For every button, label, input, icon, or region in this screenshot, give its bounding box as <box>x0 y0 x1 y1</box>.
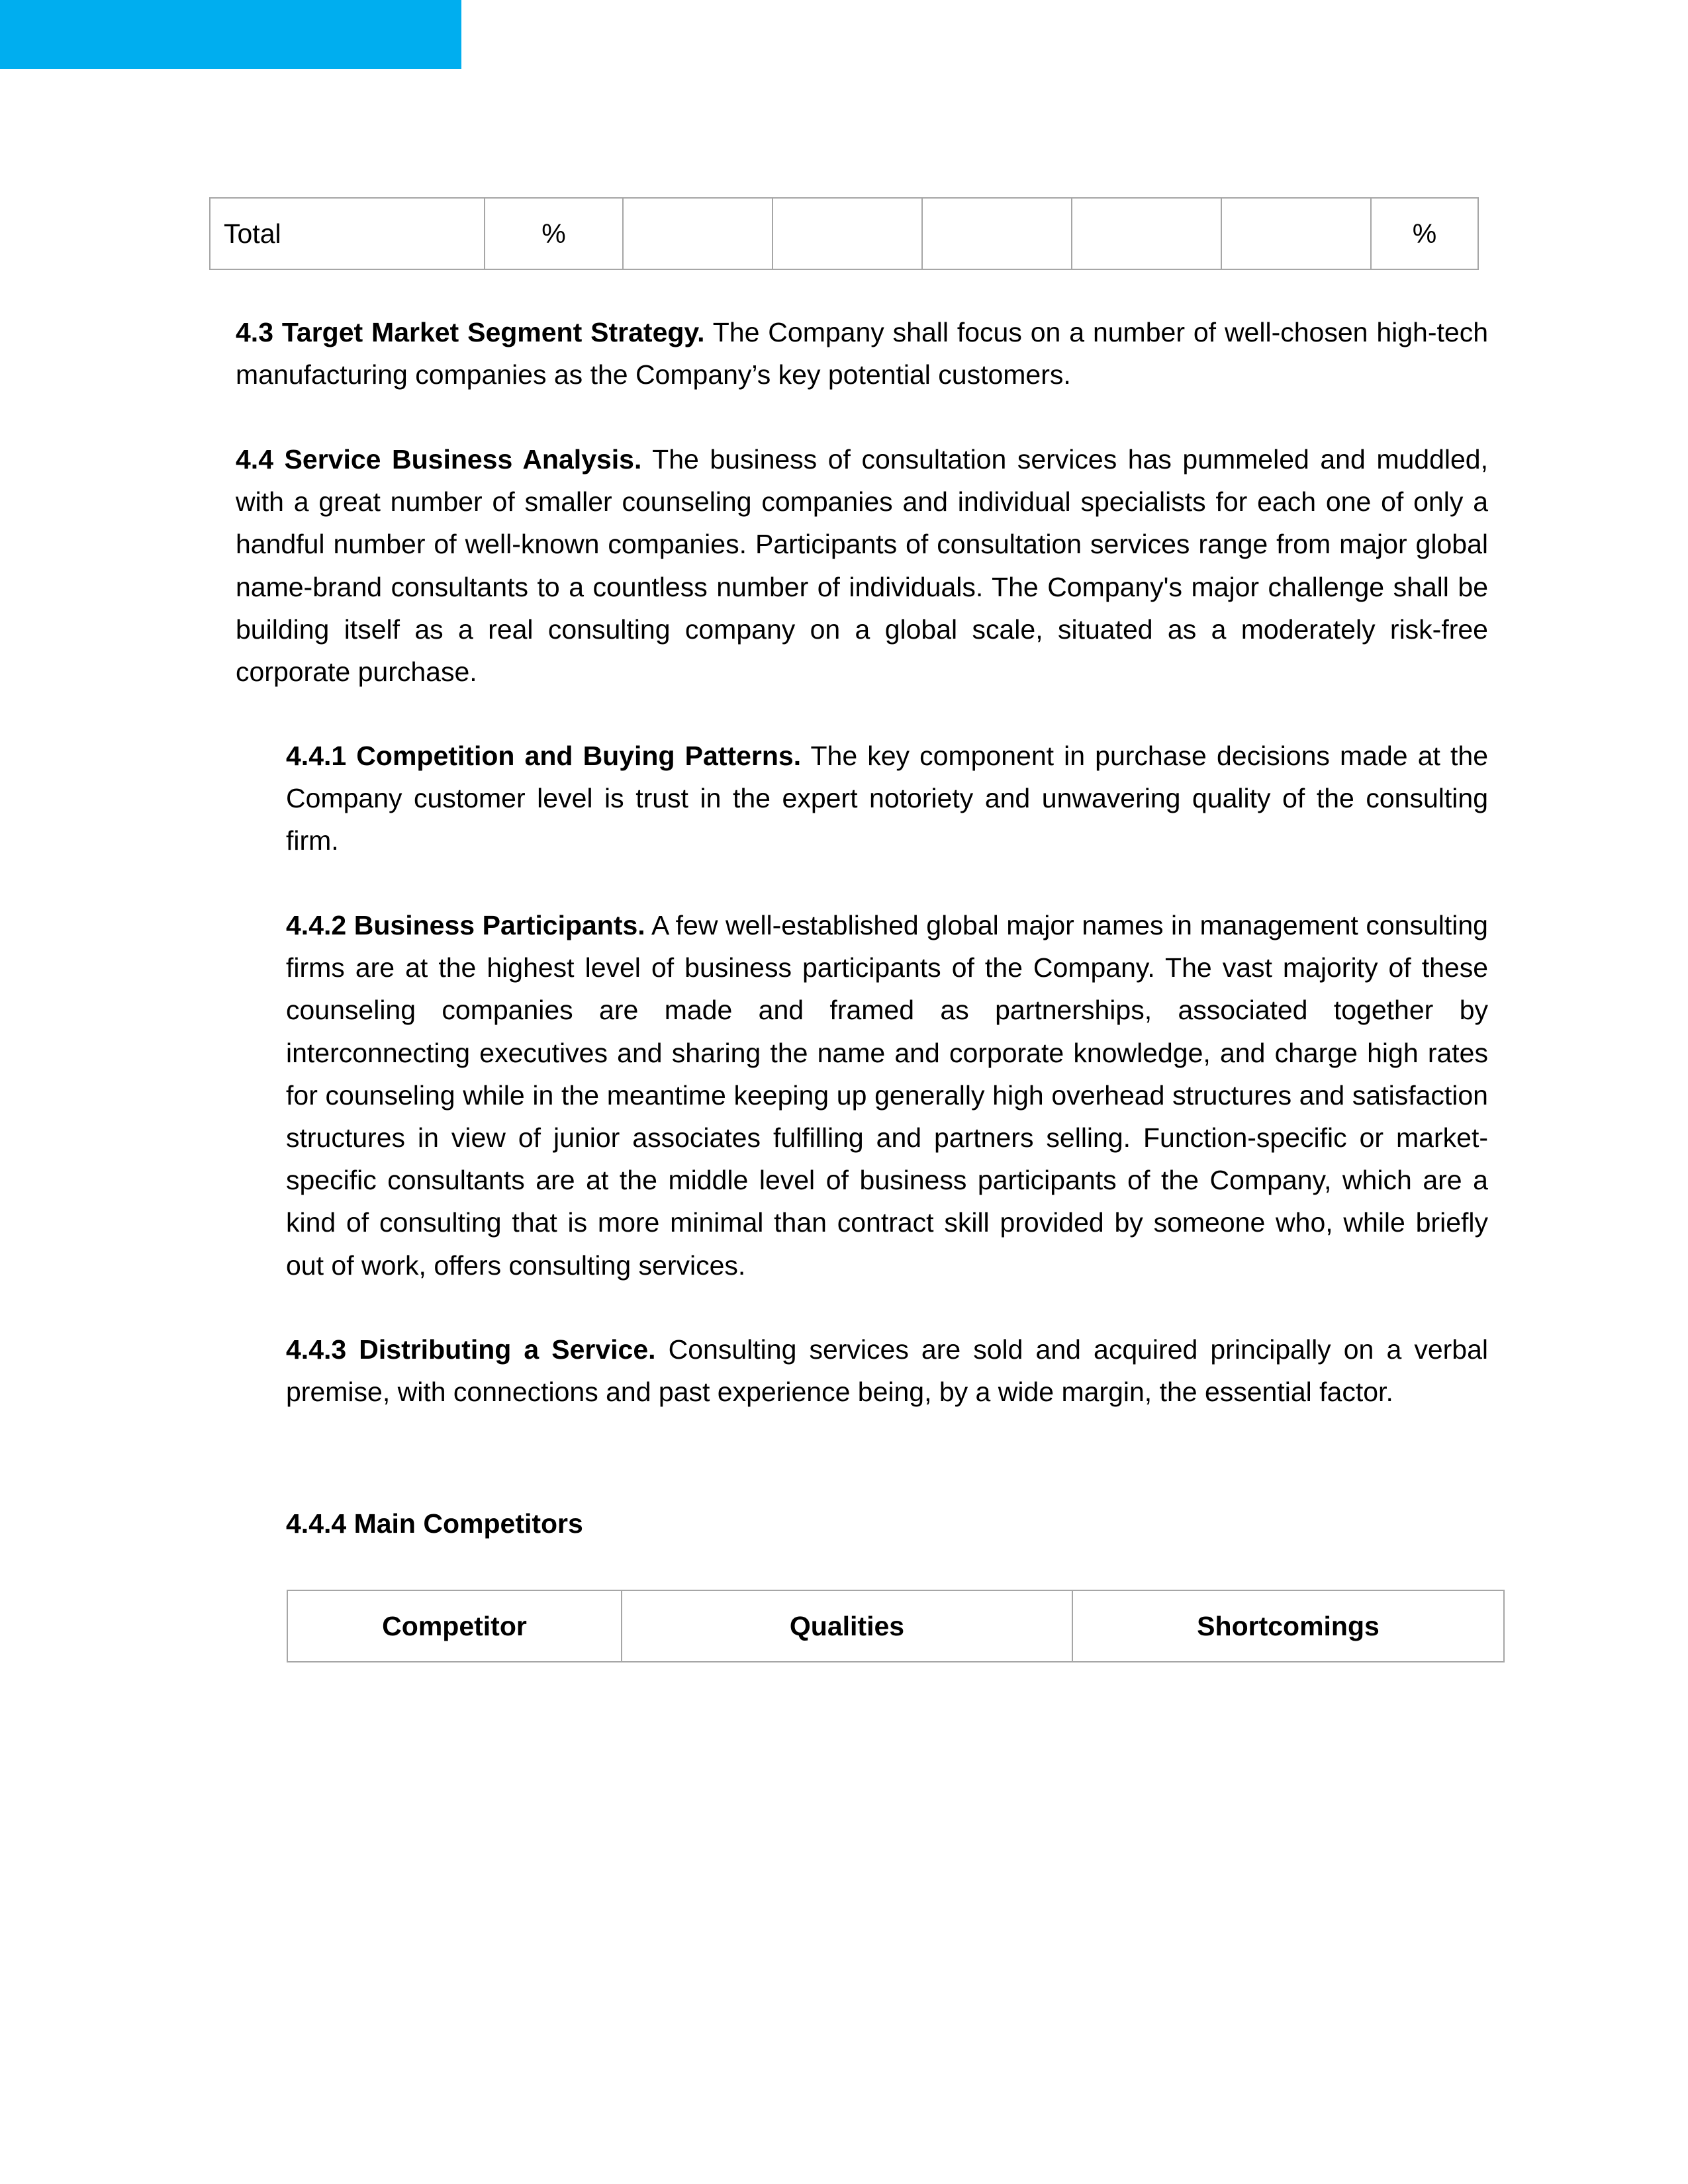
table-cell <box>922 198 1072 269</box>
table-row <box>210 198 1478 269</box>
section-4-4-text: The business of consultation services has pummeled and muddled, with a great number of smaller counseling companies and individual specialists for each one of only a handful number of well-known companies. Participants of consultation services range from major global name-brand consultants to a countless number of individuals. The Company's major challenge shall be building itself as a real consulting company on a global scale, situated as a moderately risk-free corporate purchase. <box>236 444 1488 688</box>
table-cell <box>773 198 922 269</box>
section-4-3-text: The Company shall focus on a number of well-chosen high-tech manufacturing companies as the Company’s key potential customers. <box>236 317 1489 390</box>
table-cell: % <box>485 198 623 269</box>
section-4-4-1-heading: 4.4.1 Competition and Buying Patterns. <box>286 741 802 771</box>
section-4-4-3-text: Consulting services are sold and acquired principally on a verbal premise, with connections and past experience being, by a wide margin, the essential factor. <box>286 1334 1488 1408</box>
section-4-4-1-paragraph <box>286 735 1488 862</box>
header-accent-bar <box>0 0 461 69</box>
competitors-table <box>287 1590 1505 1662</box>
section-4-4-2-text: A few well-established global major names in management consulting firms are at the highest level of business participants of the Company. The vast majority of these counseling companies are made and framed as partnerships, associated together by interconnecting executives and sharing the name and corporate knowledge, and charge high rates for counseling while in the meantime keeping up generally high overhead structures and satisfaction structures in view of junior associates fulfilling and partners selling. Function-specific or market-specific consultants are at the middle level of business participants of the Company, which are a kind of consulting that is more minimal than contract skill provided by someone who, while briefly out of work, offers consulting services. <box>286 910 1488 1281</box>
section-4-4-paragraph <box>236 438 1488 693</box>
table-cell <box>1072 198 1221 269</box>
table-cell: % <box>1371 198 1478 269</box>
table-header-row <box>287 1590 1504 1662</box>
total-label-cell: Total <box>210 198 485 269</box>
column-header-qualities: Qualities <box>622 1590 1072 1662</box>
column-header-competitor: Competitor <box>287 1590 622 1662</box>
section-4-4-2-heading: 4.4.2 Business Participants. <box>286 910 645 940</box>
total-table <box>209 197 1479 270</box>
section-4-4-heading: 4.4 Service Business Analysis. <box>236 444 642 475</box>
table-cell <box>1221 198 1371 269</box>
section-4-4-3-paragraph <box>286 1328 1488 1413</box>
section-4-4-1-text: The key component in purchase decisions made at the Company customer level is trust in the expert notoriety and unwavering quality of the consulting firm. <box>286 741 1488 856</box>
section-4-3-heading: 4.3 Target Market Segment Strategy. <box>236 317 705 347</box>
section-4-4-3-heading: 4.4.3 Distributing a Service. <box>286 1334 656 1365</box>
section-4-3-paragraph <box>236 311 1488 396</box>
column-header-shortcomings: Shortcomings <box>1072 1590 1504 1662</box>
section-4-4-2-paragraph <box>286 904 1488 1287</box>
section-4-4-4-heading: 4.4.4 Main Competitors <box>286 1508 583 1539</box>
table-cell <box>623 198 773 269</box>
